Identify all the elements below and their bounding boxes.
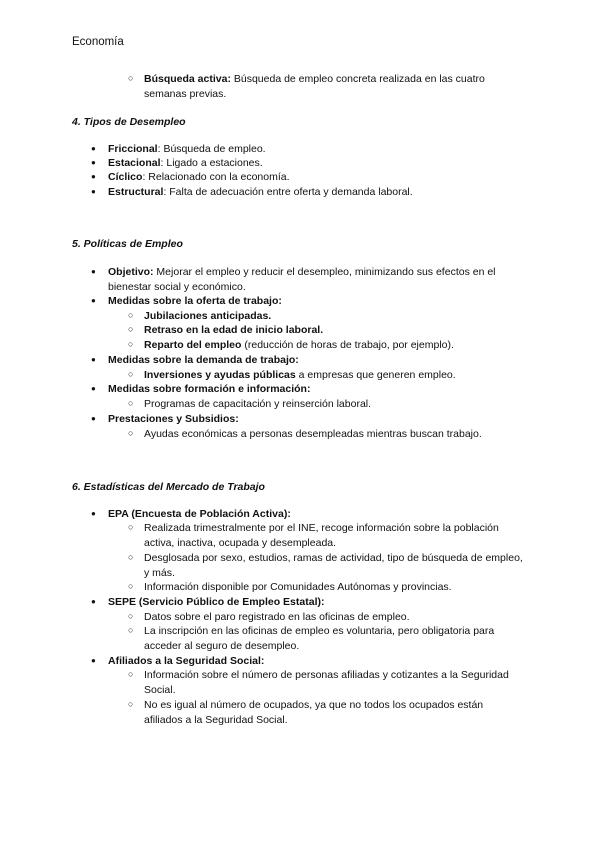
hollow-bullet-icon: ○ — [128, 552, 134, 562]
hollow-bullet-icon: ○ — [128, 369, 134, 379]
list-item: ○ Jubilaciones anticipadas. — [128, 310, 272, 322]
hollow-bullet-icon: ○ — [128, 339, 134, 349]
hollow-bullet-icon: ○ — [128, 625, 134, 635]
list-item: ● Friccional: Búsqueda de empleo. — [91, 143, 266, 155]
list-item: ○ No es igual al número de ocupados, ya que no todos los ocupados están afiliados a la Seguridad Social. — [128, 699, 484, 726]
hollow-bullet-icon: ○ — [128, 310, 134, 320]
list-item: ○ Información disponible por Comunidades Autónomas y provincias. — [128, 581, 452, 593]
list-item: ● EPA (Encuesta de Población Activa): — [91, 508, 291, 520]
section-heading: 5. Políticas de Empleo — [72, 238, 183, 250]
list-item: ○ Retraso en la edad de inicio laboral. — [128, 324, 324, 336]
hollow-bullet-icon: ○ — [128, 522, 134, 532]
bullet-icon: ● — [91, 414, 96, 423]
hollow-bullet-icon: ○ — [128, 611, 134, 621]
list-item: ● Estacional: Ligado a estaciones. — [91, 157, 263, 169]
list-item: ● Medidas sobre formación e información: — [91, 383, 311, 395]
bullet-icon: ● — [91, 158, 96, 167]
bullet-icon: ● — [91, 355, 96, 364]
hollow-bullet-icon: ○ — [128, 73, 134, 83]
list-item: ● SEPE (Servicio Público de Empleo Estatal): — [91, 596, 325, 608]
list-item: ○ Información sobre el número de personas afiliadas y cotizantes a la Seguridad Social. — [128, 669, 509, 696]
page-header: Economía — [72, 36, 124, 48]
section-heading: 4. Tipos de Desempleo — [72, 116, 186, 128]
list-item: ○ Búsqueda activa: Búsqueda de empleo concreta realizada en las cuatro semanas previas. — [128, 73, 485, 100]
bullet-icon: ● — [91, 172, 96, 181]
list-item: ● Estructural: Falta de adecuación entre oferta y demanda laboral. — [91, 186, 413, 198]
hollow-bullet-icon: ○ — [128, 669, 134, 679]
bullet-icon: ● — [91, 656, 96, 665]
list-item: ○ Programas de capacitación y reinserción laboral. — [128, 398, 372, 410]
list-item: ● Prestaciones y Subsidios: — [91, 413, 239, 425]
hollow-bullet-icon: ○ — [128, 428, 134, 438]
list-item: ● Cíclico: Relacionado con la economía. — [91, 171, 290, 183]
bullet-icon: ● — [91, 296, 96, 305]
hollow-bullet-icon: ○ — [128, 324, 134, 334]
hollow-bullet-icon: ○ — [128, 581, 134, 591]
list-item: ○ Ayudas económicas a personas desempleadas mientras buscan trabajo. — [128, 428, 482, 440]
list-item: ● Objetivo: Mejorar el empleo y reducir el desempleo, minimizando sus efectos en el bienestar social y económico. — [91, 266, 496, 293]
bullet-icon: ● — [91, 384, 96, 393]
list-item: ○ Realizada trimestralmente por el INE, recoge información sobre la población activa, inactiva, ocupada y desempleada. — [128, 522, 499, 549]
hollow-bullet-icon: ○ — [128, 398, 134, 408]
list-item: ○ Inversiones y ayudas públicas a empresas que generen empleo. — [128, 369, 456, 381]
bullet-icon: ● — [91, 597, 96, 606]
list-item: ○ Datos sobre el paro registrado en las oficinas de empleo. — [128, 611, 410, 623]
list-item: ○ La inscripción en las oficinas de empleo es voluntaria, pero obligatoria para acceder al seguro de desempleo. — [128, 625, 495, 652]
list-item: ○ Desglosada por sexo, estudios, ramas de actividad, tipo de búsqueda de empleo, y más. — [128, 552, 523, 579]
section-heading: 6. Estadísticas del Mercado de Trabajo — [72, 481, 265, 493]
bullet-icon: ● — [91, 509, 96, 518]
list-item: ● Medidas sobre la demanda de trabajo: — [91, 354, 299, 366]
list-item: ● Medidas sobre la oferta de trabajo: — [91, 295, 282, 307]
hollow-bullet-icon: ○ — [128, 699, 134, 709]
bullet-icon: ● — [91, 267, 96, 276]
list-item: ● Afiliados a la Seguridad Social: — [91, 655, 265, 667]
bullet-icon: ● — [91, 187, 96, 196]
bullet-icon: ● — [91, 144, 96, 153]
list-item: ○ Reparto del empleo (reducción de horas de trabajo, por ejemplo). — [128, 339, 454, 351]
